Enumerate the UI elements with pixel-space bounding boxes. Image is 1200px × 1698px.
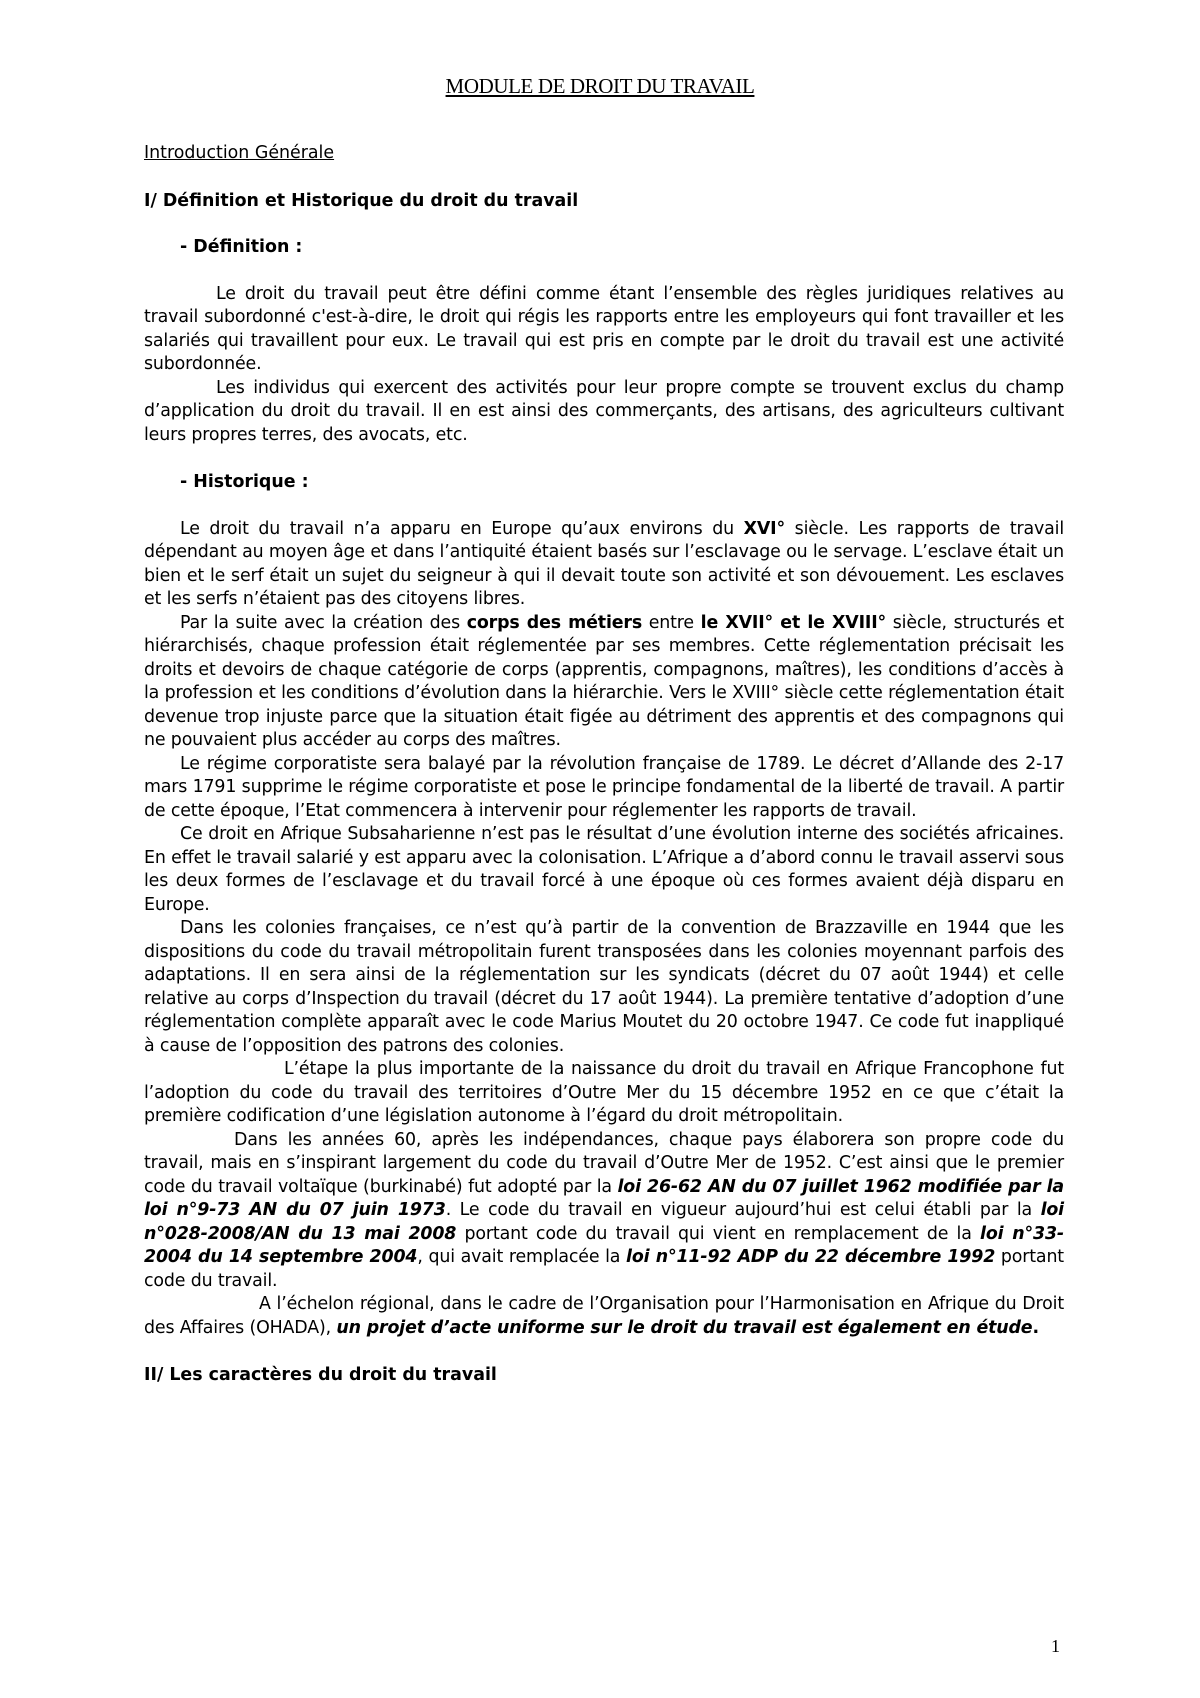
text-run: A l’échelon régional, dans le cadre de l’Organisation pour l’Harmonisation en Afrique du Droit des Affaires (OHADA), — [144, 1294, 1064, 1338]
text-run: siècle. Les rapports de travail dépendant au moyen âge et dans l’antiquité étaient basés sur l’esclavage ou le servage. L’esclave était un bien et le serf était un sujet du seigneur à qui il devait toute son activité et son dévouement. Les esclaves et les serfs n’étaient pas des citoyens libres. — [144, 518, 1065, 609]
bold-run: XVI° — [743, 518, 786, 539]
text-run: . Le code du travail en vigueur aujourd’hui est celui établi par la — [445, 1200, 1041, 1220]
section1-heading: I/ Définition et Historique du droit du travail — [144, 190, 579, 211]
text-run: . — [1032, 1317, 1039, 1338]
text-run: portant code du travail. — [144, 1247, 1064, 1291]
bold-run: le XVII° et le XVIII° — [700, 612, 887, 633]
history-paragraph-2 — [144, 612, 1064, 753]
history-paragraph-7 — [144, 1129, 1064, 1294]
spacer — [144, 1340, 1064, 1364]
text-run: Par la suite avec la création des — [180, 612, 467, 633]
history-paragraph-1 — [144, 518, 1064, 612]
document-body — [144, 142, 1064, 1411]
page-number: 1 — [1051, 1636, 1060, 1656]
text-run: Dans les années 60, après les indépendances, chaque pays élaborera son propre code du travail, mais en s’inspirant largement du code du travail d’Outre Mer de 1952. C’est ainsi que le premier code du travail voltaïque (burkinabé) fut adopté par la — [144, 1129, 1064, 1197]
text-run: portant code du travail qui vient en remplacement de la — [456, 1223, 981, 1244]
history-paragraph-8 — [144, 1293, 1064, 1340]
bold-italic-run: loi 26-62 AN du 07 juillet 1962 modifiée par la loi n°9-73 AN du 07 juin 1973 — [144, 1176, 1064, 1220]
definition-paragraph-2: Les individus qui exercent des activités pour leur propre compte se trouvent exclus du champ d’application du droit du travail. Il en est ainsi des commerçants, des artisans, des agriculteurs cultivant leurs propres terres, des avocats, etc. — [144, 377, 1064, 445]
history-paragraph-6: L’étape la plus importante de la naissance du droit du travail en Afrique Francophone fut l’adoption du code du travail des territoires d’Outre Mer du 15 décembre 1952 en ce que c’était la première codification d’une législation autonome à l’égard du droit métropolitain. — [144, 1059, 1064, 1126]
history-paragraph-4: Ce droit en Afrique Subsaharienne n’est pas le résultat d’une évolution interne des sociétés africaines. En effet le travail salarié y est apparu avec la colonisation. L’Afrique a d’abord connu le travail asservi sous les deux formes de l’esclavage et du travail forcé à une époque où ces formes avaient déjà disparu en Europe. — [144, 824, 1064, 915]
history-paragraph-5: Dans les colonies françaises, ce n’est qu’à partir de la convention de Brazzaville en 1944 que les dispositions du code du travail métropolitain furent transposées dans les colonies moyennant parfois des adaptations. Il en sera ainsi de la réglementation sur les syndicats (décret du 07 août 1944) et celle relative au corps d’Inspection du travail (décret du 17 août 1944). La première tentative d’adoption d’une réglementation complète apparaît avec le code Marius Moutet du 20 octobre 1947. Ce code fut inappliqué à cause de l’opposition des patrons des colonies. — [144, 918, 1064, 1056]
text-run: Le droit du travail n’a apparu en Europe qu’aux environs du — [180, 518, 744, 539]
history-paragraph-3: Le régime corporatiste sera balayé par la révolution française de 1789. Le décret d’Allande des 2-17 mars 1791 supprime le régime corporatiste et pose le principe fondamental de la liberté de travail. A partir de cette époque, l’Etat commencera à intervenir pour réglementer les rapports de travail. — [144, 753, 1064, 821]
section2-heading: II/ Les caractères du droit du travail — [144, 1365, 497, 1385]
intro-heading: Introduction Générale — [144, 143, 335, 163]
bold-italic-run: un projet d’acte uniforme sur le droit du travail est également en étude — [336, 1317, 1033, 1338]
text-run: entre — [642, 612, 701, 633]
spacer — [144, 447, 1064, 471]
text-run: siècle, structurés et hiérarchisés, chaque profession était réglementée par ses membres. Cette réglementation précisait les droits et devoirs de chaque catégorie de corps (apprentis, compagnons, maîtres), les conditions d’accès à la profession et les conditions d’évolution dans la hiérarchie. Vers le XVIII° siècle cette réglementation était devenue trop injuste parce que la situation était figée au détriment des apprentis et des compagnons qui ne pouvaient plus accéder au corps des maîtres. — [144, 612, 1065, 750]
document-title: MODULE DE DROIT DU TRAVAIL — [445, 74, 755, 98]
bold-run: corps des métiers — [466, 612, 643, 633]
bold-italic-run: loi n°11-92 ADP du 22 décembre 1992 — [626, 1247, 996, 1267]
definition-paragraph-1: Le droit du travail peut être défini comme étant l’ensemble des règles juridiques relatives au travail subordonné c'est-à-dire, le droit qui régis les rapports entre les employeurs qui font travailler et les salariés qui travaillent pour eux. Le travail qui est pris en compte par le droit du travail est une activité subordonnée. — [144, 283, 1064, 374]
definition-heading: - Définition : — [180, 237, 303, 257]
text-run: , qui avait remplacée la — [417, 1247, 627, 1267]
bold-italic-run: loi n°028-2008/AN du 13 mai 2008 — [144, 1200, 1064, 1244]
bold-italic-run: loi n°33-2004 du 14 septembre 2004 — [144, 1223, 1064, 1267]
historique-heading: - Historique : — [180, 472, 309, 492]
